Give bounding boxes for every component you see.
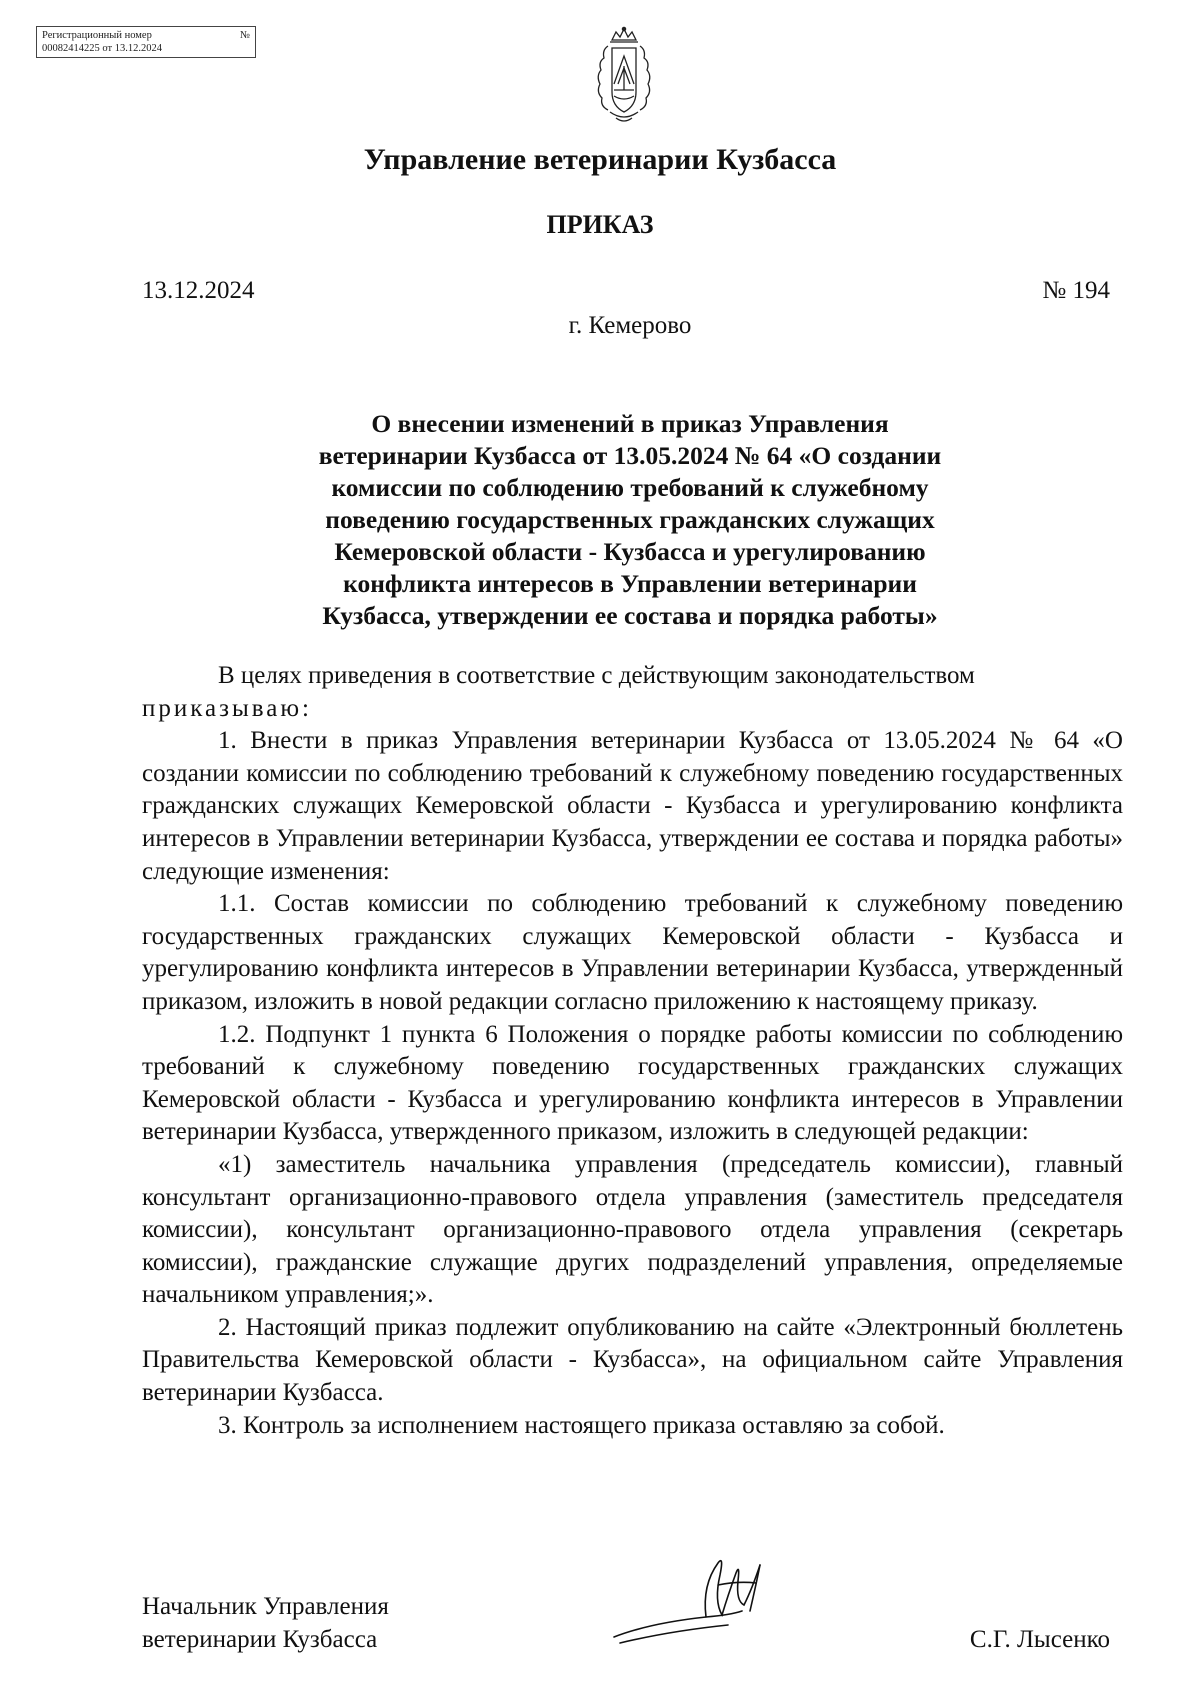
signatory-position	[142, 1590, 389, 1656]
registration-label: Регистрационный номер	[42, 30, 152, 41]
registration-number: 00082414225 от 13.12.2024	[42, 43, 162, 54]
clause-quote: «1) заместитель начальника управления (председатель комиссии), главный консультант организационно-правового отдела управления (заместитель председателя комиссии), консультант организационно-правового отдела управления (секретарь комиссии), гражданские служащие других подразделений управления, определяемые начальником управления;».	[142, 1150, 1123, 1309]
signatory-name: С.Г. Лысенко	[969, 1626, 1110, 1653]
position-line: Начальник Управления	[142, 1593, 389, 1620]
subject-line: поведению государственных гражданских служащих	[325, 505, 935, 534]
registration-stamp	[36, 26, 256, 58]
subject-line: О внесении изменений в приказ Управления	[371, 409, 889, 438]
clause-1-2: 1.2. Подпункт 1 пункта 6 Положения о порядке работы комиссии по соблюдению требований к служебному поведению государственных гражданских служащих Кемеровской области - Кузбасса и урегулированию конфликта интересов в Управлении ветеринарии Кузбасса, утвержденного приказом, изложить в следующей редакции:	[142, 1020, 1123, 1146]
order-number: № 194	[1042, 277, 1110, 304]
order-date: 13.12.2024	[142, 277, 255, 304]
subject-line: Кемеровской области - Кузбасса и урегулированию	[334, 537, 926, 566]
subject-line: Кузбасса, утверждении ее состава и порядка работы»	[322, 601, 938, 630]
organization-name: Управление ветеринарии Кузбасса	[363, 143, 837, 176]
clause-2: 2. Настоящий приказ подлежит опубликованию на сайте «Электронный бюллетень Правительства Кемеровской области - Кузбасса», на официальном сайте Управления ветеринарии Кузбасса.	[142, 1313, 1123, 1407]
order-subject	[200, 408, 1060, 632]
subject-line: конфликта интересов в Управлении ветеринарии	[343, 569, 917, 598]
position-line: ветеринарии Кузбасса	[142, 1626, 378, 1653]
clause-3: 3. Контроль за исполнением настоящего приказа оставляю за собой.	[218, 1411, 945, 1439]
clause-1-1: 1.1. Состав комиссии по соблюдению требований к служебному поведению государственных гражданских служащих Кемеровской области - Кузбасса и урегулированию конфликта интересов в Управлении ветеринарии Кузбасса, утвержденный приказом, изложить в новой редакции согласно приложению к настоящему приказу.	[142, 890, 1123, 1015]
subject-line: ветеринарии Кузбасса от 13.05.2024 № 64 «О создании	[318, 441, 942, 470]
order-body	[142, 660, 1123, 1442]
subject-line: комиссии по соблюдению требований к служебному	[331, 473, 929, 502]
intro-paragraph: В целях приведения в соответствие с действующим законодательством	[218, 662, 975, 689]
order-word: приказываю:	[142, 694, 312, 722]
handwritten-signature	[610, 1545, 790, 1655]
document-type: ПРИКАЗ	[546, 210, 654, 239]
order-city: г. Кемерово	[568, 312, 692, 339]
clause-1: 1. Внести в приказ Управления ветеринарии Кузбасса от 13.05.2024 № 64 «О создании комиссии по соблюдению требований к служебному поведению государственных гражданских служащих Кемеровской области - Кузбасса и урегулированию конфликта интересов в Управлении ветеринарии Кузбасса, утверждении ее состава и порядка работы» следующие изменения:	[142, 727, 1123, 885]
registration-number-sign: №	[239, 30, 250, 41]
coat-of-arms-icon	[588, 26, 660, 136]
